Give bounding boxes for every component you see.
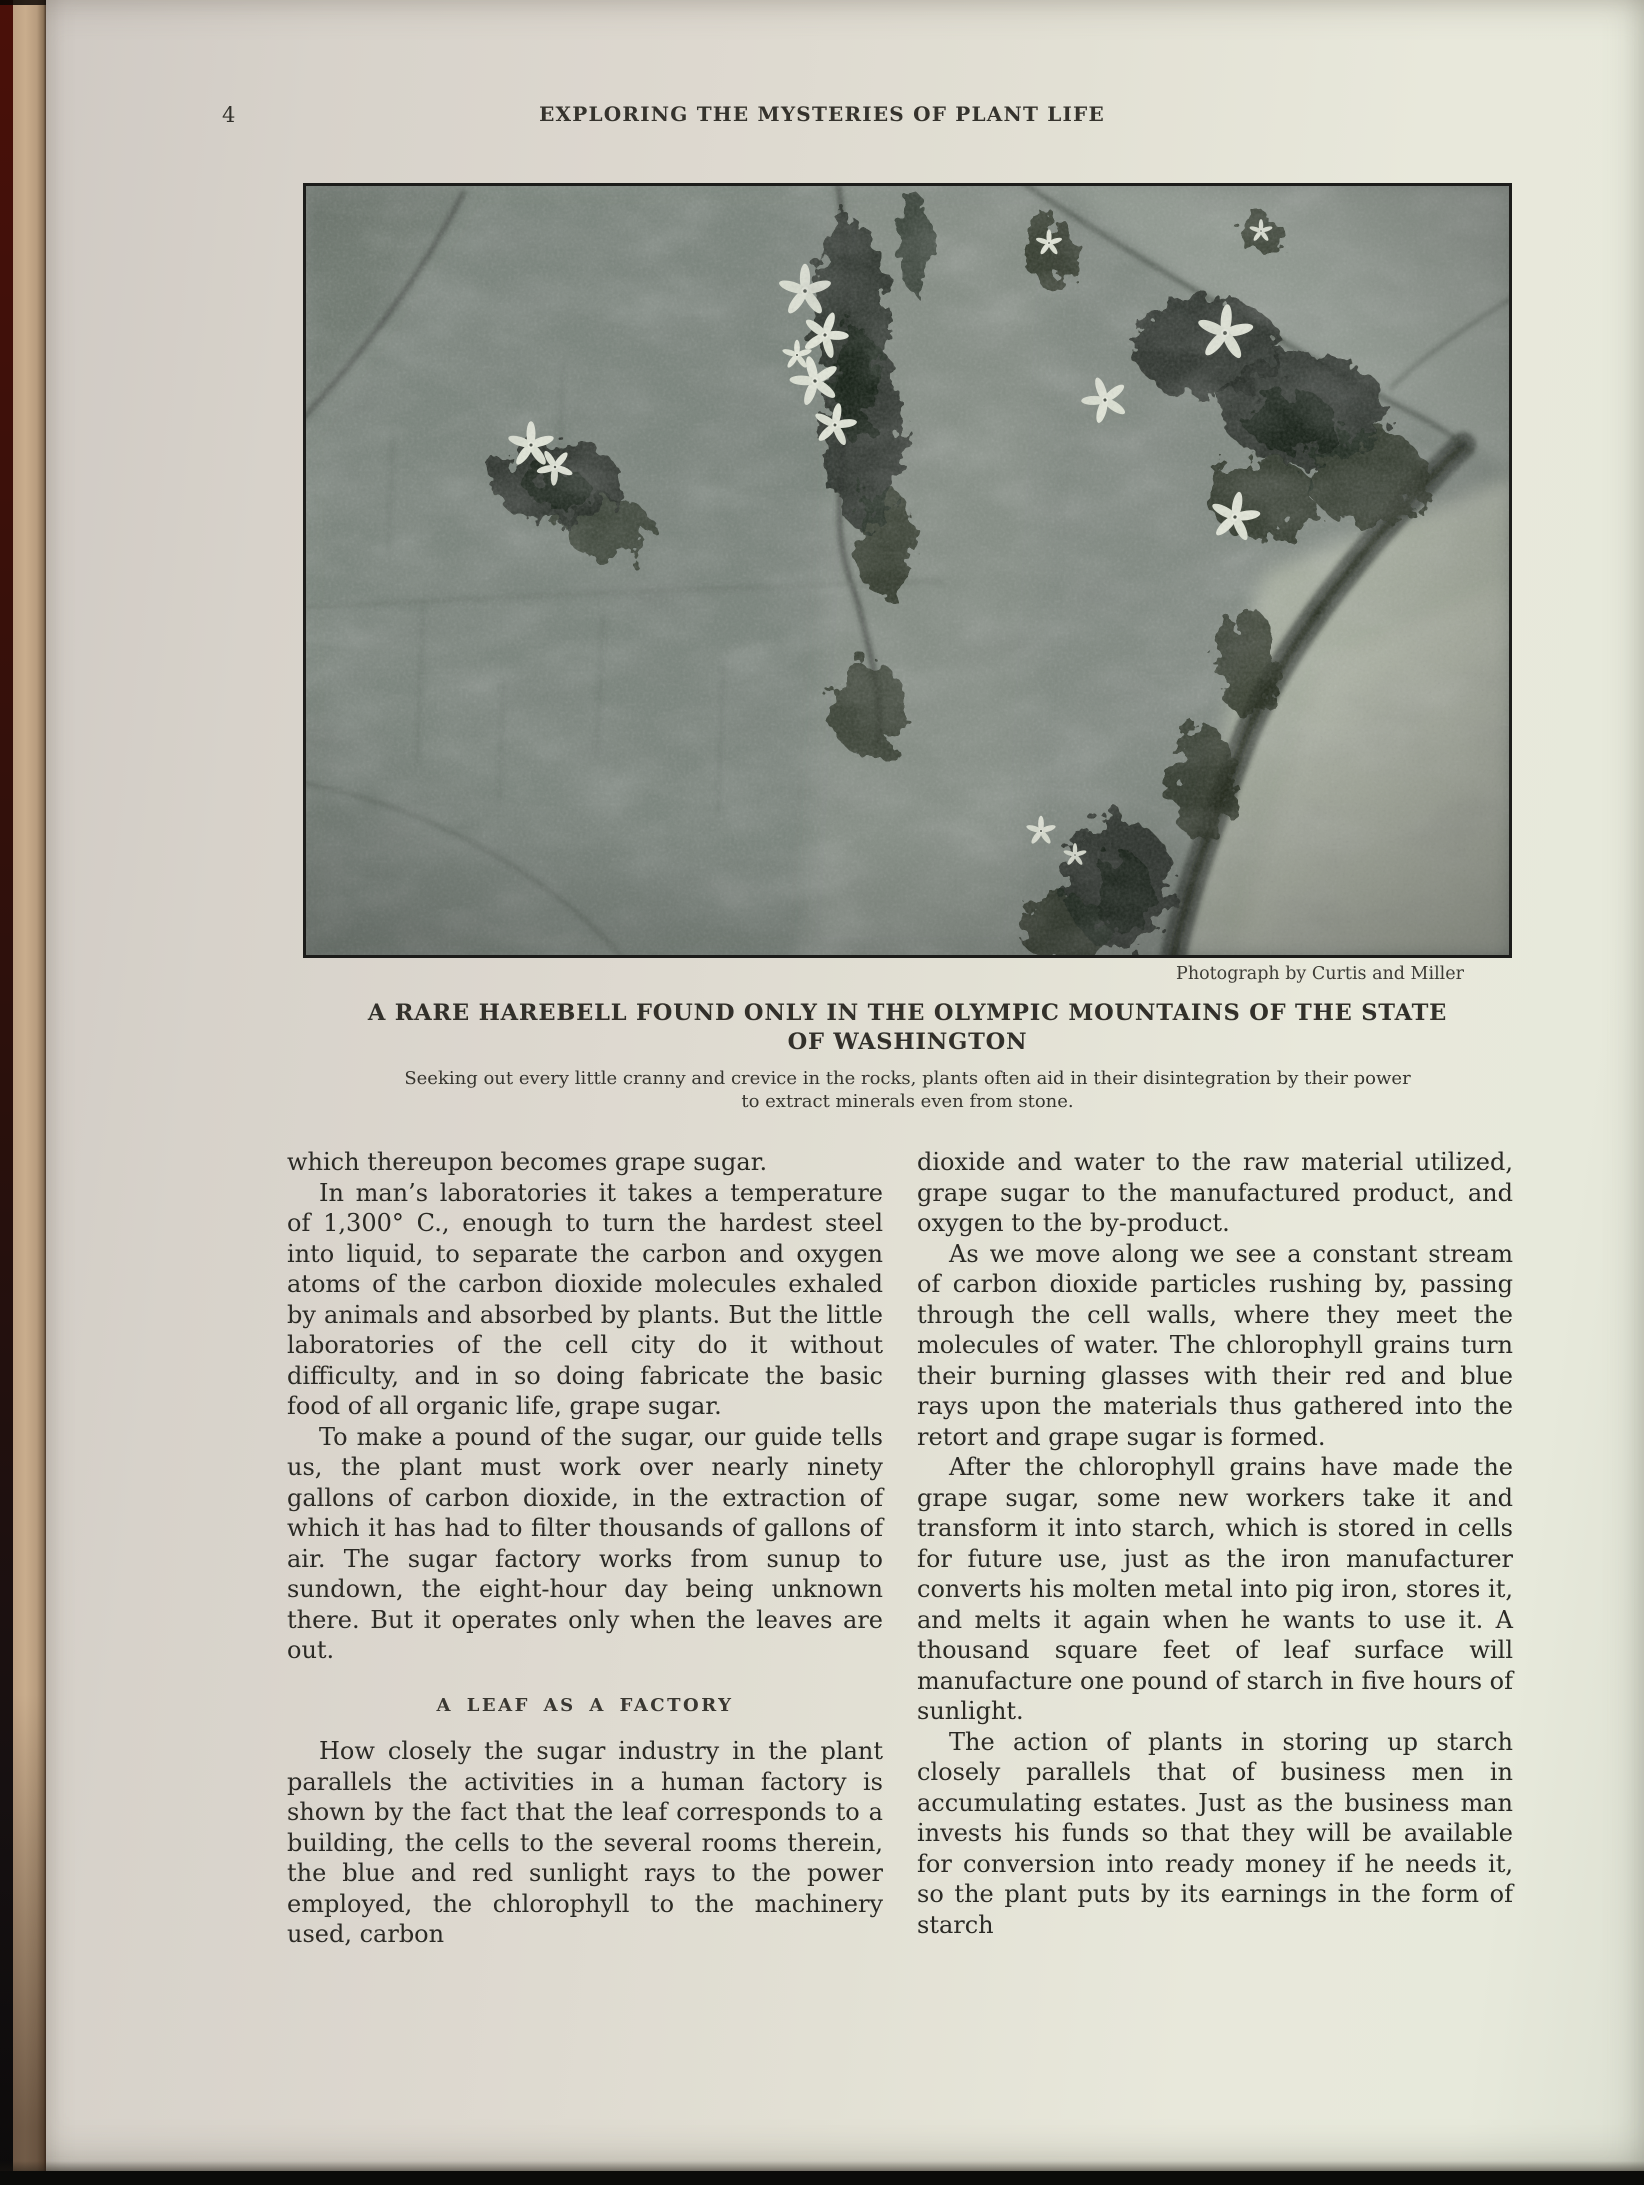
paragraph: To make a pound of the sugar, our guide tells us, the plant must work over nearly ninety gallons of carbon dioxide, in the extraction of which it has had to filter thousands of gallons of air. The sugar factory works from sunup to sundown, the eight-hour day being unknown there. But it operates only when the leaves are out. (287, 1422, 883, 1664)
left-column (287, 1147, 883, 1950)
paragraph: which thereupon becomes grape sugar. (287, 1148, 768, 1176)
page-number: 4 (222, 103, 236, 127)
paragraph: How closely the sugar industry in the plant parallels the activities in a human factory is shown by the fact that the leaf corresponds to a building, the cells to the several rooms therein, the blue and red sunlight rays to the power employed, the chlorophyll to the machinery used, carbon (287, 1737, 883, 1948)
harebell-rock-photo (303, 183, 1512, 958)
right-column (917, 1147, 1513, 1950)
caption-title: A RARE HAREBELL FOUND ONLY IN THE OLYMPIC MOUNTAINS OF THE STATE OF WASHINGTON (367, 1000, 1448, 1056)
paragraph: As we move along we see a constant stream of carbon dioxide particles rushing by, passing through the cell walls, where they meet the molecules of water. The chlorophyll grains turn their burning glasses with their red and blue rays upon the materials thus gathered into the retort and grape sugar is formed. (917, 1239, 1513, 1451)
section-heading: A LEAF AS A FACTORY (436, 1694, 734, 1716)
photo-credit: Photograph by Curtis and Miller (1176, 964, 1464, 984)
paragraph: In man’s laboratories it takes a temperature of 1,300° C., enough to turn the hardest steel into liquid, to separate the carbon and oxygen atoms of the carbon dioxide molecules exhaled by animals and absorbed by plants. But the little laboratories of the cell city do it without difficulty, and in so doing fabricate the basic food of all organic life, grape sugar. (287, 1178, 883, 1420)
scan-bottom-shadow (0, 2161, 1644, 2171)
running-head: EXPLORING THE MYSTERIES OF PLANT LIFE (539, 102, 1105, 126)
photo-figure (303, 183, 1512, 1113)
body-text (287, 1147, 1513, 1950)
paragraph: dioxide and water to the raw material utilized, grape sugar to the manufactured product, and oxygen to the by-product. (917, 1148, 1513, 1237)
book-spine-edge (0, 0, 13, 2185)
scan-bottom-edge (0, 2171, 1644, 2185)
page (46, 0, 1644, 2171)
page-stack-edge (13, 0, 46, 2171)
caption-text: Seeking out every little cranny and crevice in the rocks, plants often aid in their disintegration by their power to extract minerals even from stone. (404, 1067, 1411, 1112)
paragraph: After the chlorophyll grains have made the grape sugar, some new workers take it and transform it into starch, which is stored in cells for future use, just as the iron manufacturer converts his molten metal into pig iron, stores it, and melts it again when he wants to use it. A thousand square feet of leaf surface will manufacture one pound of starch in five hours of sunlight. (917, 1453, 1513, 1725)
paragraph: The action of plants in storing up starch closely parallels that of business men in accumulating estates. Just as the business man invests his funds so that they will be available for conversion into ready money if he needs it, so the plant puts by its earnings in the form of starch (917, 1727, 1513, 1939)
